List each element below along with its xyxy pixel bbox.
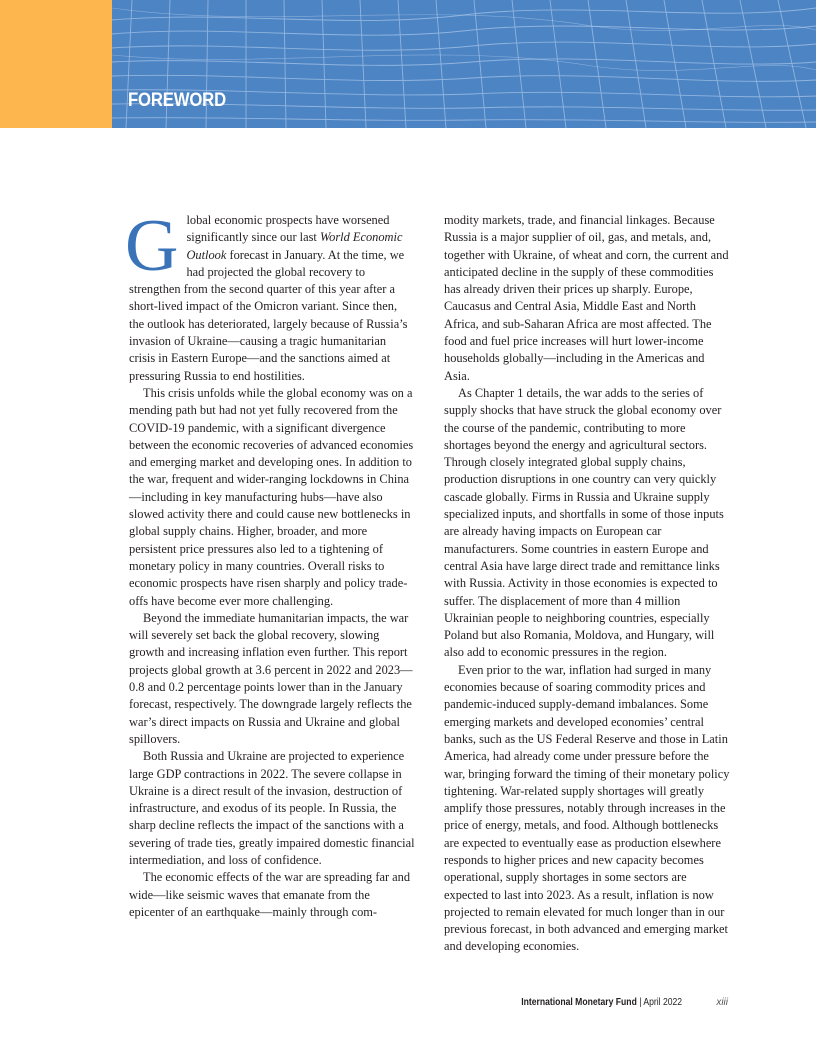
- page-footer: [0, 997, 816, 1017]
- header-accent-block: [0, 0, 112, 128]
- drop-cap: G: [125, 205, 179, 287]
- paragraph: Both Russia and Ukraine are projected to experience large GDP contractions in 2022. The severe collapse in Ukraine is a direct result of the invasion, destruction of infrastructure, and exodus of its people. In Russia, the sharp decline reflects the impact of the sanctions with a severing of trade ties, greatly impaired domestic financial intermediation, and loss of confidence.: [129, 749, 415, 867]
- paragraph: Even prior to the war, inflation had surged in many economies because of soaring commodity prices and pandemic-induced supply-demand imbalances. Some emerging markets and developed economies’ central banks, such as the US Federal Reserve and those in Latin America, had already come under pressure before the war, bringing forward the timing of their monetary policy tightening. War-related supply shortages will greatly amplify those pressures, notably through increases in the price of energy, metals, and food. Although bottlenecks are expected to eventually ease as production elsewhere responds to higher prices and new capacity becomes operational, supply shortages in some sectors are expected to last into 2023. As a result, inflation is now projected to remain elevated for much longer than in our previous forecast, in both advanced and emerging market and developing economies.: [444, 662, 730, 954]
- paragraph: The economic effects of the war are spreading far and wide—like seismic waves that emanate from the epicenter of an earthquake—mainly through com-: [129, 870, 411, 919]
- footer-organization: International Monetary Fund: [521, 997, 637, 1008]
- footer-separator: |: [636, 997, 644, 1008]
- paragraph: Beyond the immediate humanitarian impacts, the war will severely set back the global recovery, slowing growth and increasing inflation even further. This report projects global growth at 3.6 percent in 2022 and 2023—0.8 and 0.2 percentage points lower than in the January forecast, respectively. The downgrade largely reflects the war’s direct impacts on Russia and Ukraine and global spillovers.: [129, 610, 413, 746]
- page-number: xiii: [716, 997, 728, 1008]
- paragraph: This crisis unfolds while the global economy was on a mending path but had not yet fully recovered from the COVID-19 pandemic, with a significant divergence between the economic recoveries of advanced economies and emerging market and developing ones. In addition to the war, frequent and wider-ranging lockdowns in China—including in key manufacturing hubs—have also slowed activity there and could cause new bottlenecks in global supply chains. Higher, broader, and more persistent price pressures also led to a tightening of monetary policy in many countries. Overall risks to economic prospects have risen sharply and policy trade-offs have become ever more challenging.: [129, 385, 414, 608]
- footer-source: [521, 997, 682, 1008]
- page-title: FOREWORD: [128, 90, 226, 111]
- paragraph: Global economic prospects have worsened significantly since our last World Economic Outlook forecast in January. At the time, we had projected the global recovery to strengthen from the second quarter of this year after a short-lived impact of the Omicron variant. Since then, the outlook has deteriorated, largely because of Russia’s invasion of Ukraine—causing a tragic humanitarian crisis in Eastern Europe—and the sanctions aimed at pressuring Russia to end hostilities.: [125, 205, 408, 383]
- paragraph: As Chapter 1 details, the war adds to the series of supply shocks that have struck the global economy over the course of the pandemic, contributing to more shortages beyond the energy and agricultural sectors. Through closely integrated global supply chains, production disruptions in one country can very quickly cascade globally. Firms in Russia and Ukraine supply specialized inputs, and shortfalls in some of those inputs are already having impacts on European car manufacturers. Some countries in eastern Europe and central Asia have large direct trade and remittance links with Russia. Activity in those economies is expected to suffer. The displacement of more than 4 million Ukrainian people to neighboring countries, especially Poland but also Romania, Moldova, and Hungary, will also add to economic pressures in the region.: [444, 385, 724, 660]
- text-column-left: [125, 205, 415, 921]
- paragraph: modity markets, trade, and financial linkages. Because Russia is a major supplier of oil, gas, and metals, and, together with Ukraine, of wheat and corn, the current and anticipated decline in the supply of these commodities has already driven their prices up sharply. Europe, Caucasus and Central Asia, Middle East and North Africa, and sub-Saharan Africa are most affected. The food and fuel price increases will hurt lower-income households globally—including in the Americas and Asia.: [444, 213, 729, 383]
- publication-title: World Economic Outlook: [186, 230, 403, 262]
- text-column-right: [444, 212, 730, 956]
- footer-date: April 2022: [643, 997, 682, 1008]
